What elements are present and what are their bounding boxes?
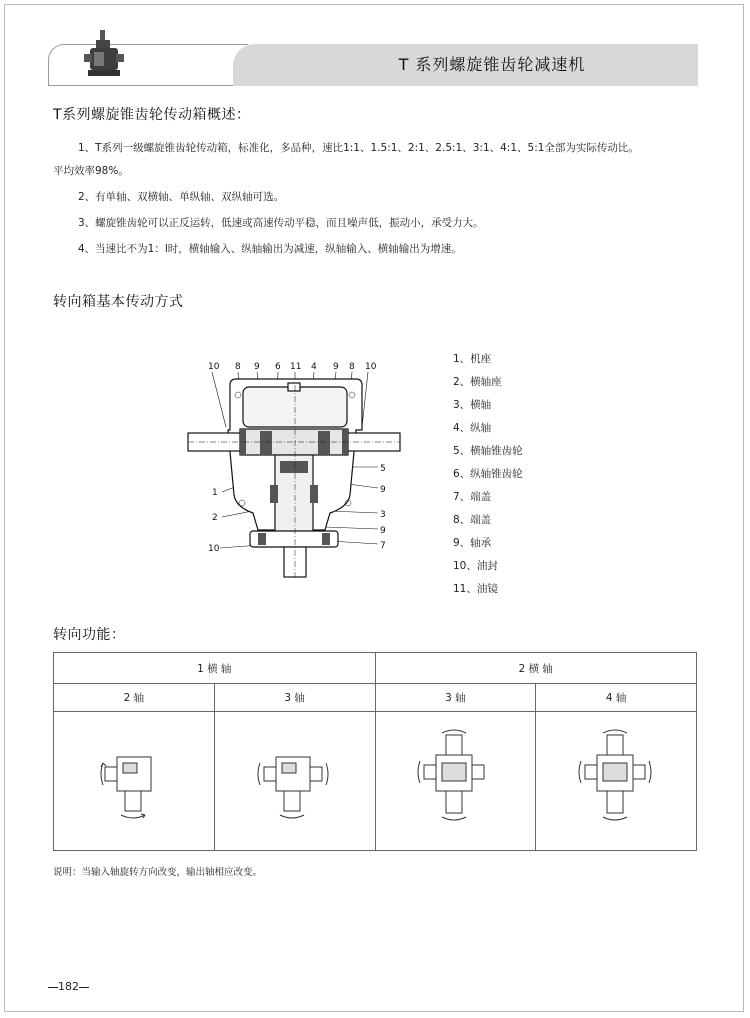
part-item: 1、机座 — [453, 353, 492, 365]
diagram-cell — [54, 712, 215, 851]
page-number-value: 182 — [58, 980, 79, 993]
sub-header: 4 轴 — [536, 684, 697, 712]
diagram-cell — [536, 712, 697, 851]
part-item: 8、端盖 — [453, 514, 492, 526]
label-10c: 10 — [208, 544, 220, 554]
label-4: 4 — [311, 362, 317, 372]
header-banner — [48, 44, 698, 86]
group-header-2: 2 横 轴 — [375, 653, 697, 684]
part-item: 9、轴承 — [453, 537, 492, 549]
label-7: 7 — [380, 541, 386, 551]
page-title: T 系列螺旋锥齿轮减速机 — [398, 55, 586, 74]
diagram-cell — [214, 712, 375, 851]
overview-line-3: 3、螺旋锥齿轮可以正反运转，低速或高速传动平稳，而且噪声低，振动小，承受力大。 — [78, 217, 484, 229]
gearbox-3-shaft-double-icon — [412, 725, 498, 835]
gearbox-cross-section-diagram — [180, 355, 420, 585]
overview-line-2: 2、有单轴、双横轴、单纵轴、双纵轴可选。 — [78, 191, 285, 203]
label-1: 1 — [212, 488, 218, 498]
direction-function-table — [53, 652, 697, 851]
sub-header: 3 轴 — [214, 684, 375, 712]
label-6: 6 — [275, 362, 281, 372]
part-item: 2、横轴座 — [453, 376, 502, 388]
part-item: 5、横轴锥齿轮 — [453, 445, 523, 457]
label-10b: 10 — [365, 362, 377, 372]
label-8b: 8 — [349, 362, 355, 372]
part-item: 3、横轴 — [453, 399, 492, 411]
overview-line-1b: 平均效率98%。 — [53, 165, 129, 177]
part-item: 7、端盖 — [453, 491, 492, 503]
gearbox-2-shaft-icon — [99, 735, 169, 825]
part-item: 10、油封 — [453, 560, 498, 572]
sub-header: 2 轴 — [54, 684, 215, 712]
header-tab-left — [48, 44, 248, 86]
page-number — [48, 980, 89, 993]
label-2: 2 — [212, 513, 218, 523]
parts-list — [453, 352, 523, 605]
overview-line-4: 4、当速比不为1：l时，横轴输入、纵轴输出为减速，纵轴输入、横轴输出为增速。 — [78, 243, 462, 255]
label-10: 10 — [208, 362, 220, 372]
note-text: 说明：当输入轴旋转方向改变，输出轴相应改变。 — [53, 867, 263, 878]
label-3: 3 — [380, 510, 386, 520]
part-item: 11、油镜 — [453, 583, 498, 595]
function-title: 转向功能： — [53, 627, 126, 643]
label-9: 9 — [254, 362, 260, 372]
label-9d: 9 — [380, 526, 386, 536]
label-5: 5 — [380, 464, 386, 474]
label-9b: 9 — [333, 362, 339, 372]
part-item: 4、纵轴 — [453, 422, 492, 434]
sub-header: 3 轴 — [375, 684, 536, 712]
label-8: 8 — [235, 362, 241, 372]
overview-line-1: 1、T系列一级螺旋锥齿轮传动箱，标准化，多品种，速比1:1、1.5:1、2:1、2.5:1、3:1、4:1、5:1全部为实际传动比。 — [78, 142, 639, 154]
label-11: 11 — [290, 362, 302, 372]
gearbox-4-shaft-icon — [573, 725, 659, 835]
part-item: 6、纵轴锥齿轮 — [453, 468, 523, 480]
page-number-dash-left — [48, 987, 58, 988]
gearbox-3-shaft-icon — [252, 735, 338, 825]
transmission-title: 转向箱基本传动方式 — [53, 294, 184, 310]
overview-title: T系列螺旋锥齿轮传动箱概述： — [53, 107, 251, 123]
gearbox-logo-icon — [82, 30, 128, 82]
label-9c: 9 — [380, 485, 386, 495]
group-header-1: 1 横 轴 — [54, 653, 376, 684]
page-number-dash-right — [79, 987, 89, 988]
diagram-cell — [375, 712, 536, 851]
